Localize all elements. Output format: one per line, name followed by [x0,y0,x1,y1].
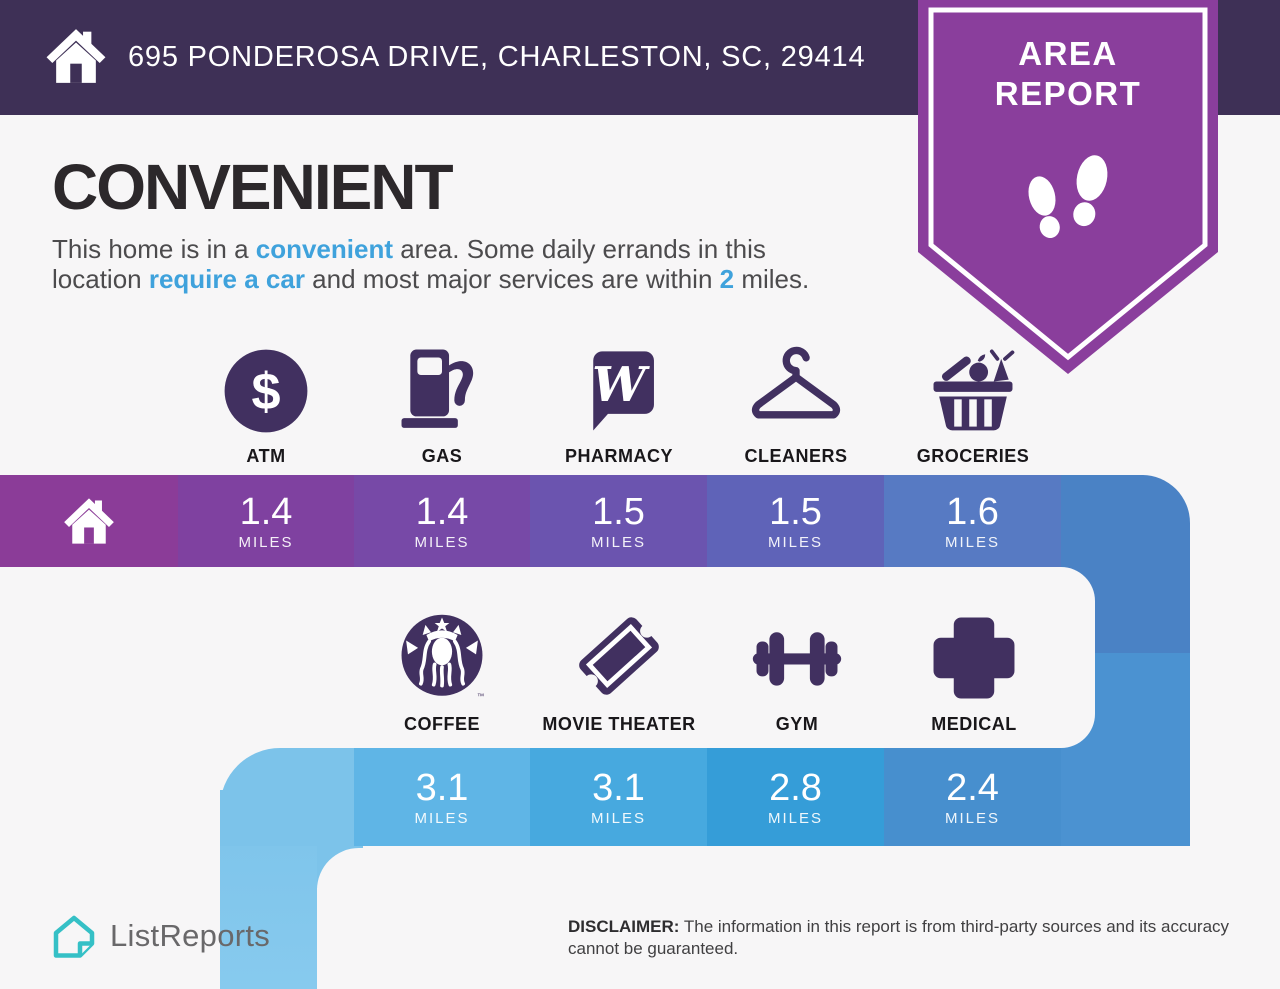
home-segment [0,475,178,567]
amenity-label: GROCERIES [916,446,1030,466]
listreports-logo-icon [50,912,98,960]
amenity-label: MEDICAL [931,714,1017,734]
amenity-label: MOVIE THEATER [542,714,696,734]
home-icon [44,24,108,88]
distance-segment-medical [884,748,1061,846]
amenity-label: GAS [421,446,463,466]
amenity-medical [874,608,1074,735]
svg-text:$: $ [251,363,281,421]
distance-segment-movie-theater [530,748,707,846]
amenity-pharmacy [519,340,719,467]
gas-pump-icon [398,344,486,436]
path-right-turn [1061,748,1190,846]
distance-segment-coffee [354,748,530,846]
distance-segment-gym [707,748,884,846]
distance-unit: MILES [414,809,470,827]
home-icon [62,494,116,548]
distance-value: 1.6 [946,490,999,533]
description-text [52,234,809,294]
badge-line2: REPORT [994,75,1142,112]
svg-text:™: ™ [476,691,485,701]
distance-segment-gas [354,475,530,567]
distance-unit: MILES [414,533,470,551]
amenity-label: CLEANERS [744,446,848,466]
medical-cross-icon [928,612,1020,704]
description-line2: location require a car and most major services are within 2 miles. [52,264,810,294]
distance-unit: MILES [767,809,823,827]
property-address: 695 PONDEROSA DRIVE, CHARLESTON, SC, 29414 [128,41,866,73]
path-left-turn [220,748,354,846]
distance-value: 1.5 [769,490,822,533]
atm-icon [221,346,311,436]
distance-value: 2.4 [946,766,999,809]
disclaimer-text: DISCLAIMER: The information in this report is from third-party sources and its accuracy cannot be guaranteed. [568,917,1230,958]
amenity-coffee [342,608,542,735]
amenity-atm [166,340,366,467]
distance-bar-top [0,475,1280,567]
distance-unit: MILES [238,533,294,551]
amenity-label: GYM [775,714,819,734]
area-report-badge [918,0,1218,380]
distance-segment-cleaners [707,475,884,567]
distance-unit: MILES [944,533,1000,551]
distance-segment-atm [178,475,354,567]
walgreens-pharmacy-icon [573,344,665,436]
distance-value: 1.4 [239,490,293,533]
distance-value: 2.8 [769,766,822,809]
page-title: CONVENIENT [52,151,452,223]
distance-segment-pharmacy [530,475,707,567]
starbucks-coffee-icon [396,612,488,704]
hanger-icon [746,344,846,436]
listreports-logo [50,912,270,960]
amenity-gas [342,340,542,467]
distance-segment-groceries [884,475,1061,567]
highlight-convenient: convenient [255,234,393,264]
amenity-label: PHARMACY [564,446,673,466]
distance-value: 1.4 [415,490,469,533]
amenity-gym [697,608,897,735]
amenity-label: ATM [246,446,286,466]
brand-name: ListReports [110,918,271,953]
svg-text:W: W [592,357,646,414]
amenity-label: COFFEE [403,714,480,734]
distance-unit: MILES [590,809,646,827]
distance-value: 1.5 [592,490,645,533]
badge-line1: AREA [1018,35,1118,72]
amenity-movie-theater [519,608,719,735]
highlight-2: 2 [719,264,735,294]
distance-unit: MILES [944,809,1000,827]
distance-unit: MILES [767,533,823,551]
badge-title [918,34,1218,114]
ticket-icon [571,608,667,704]
highlight-require-a-car: require a car [148,264,305,294]
disclaimer-label: DISCLAIMER: [568,917,680,936]
distance-bar-bottom [0,748,1280,846]
dumbbell-icon [747,612,847,704]
distance-value: 3.1 [415,766,469,809]
distance-value: 3.1 [592,766,645,809]
amenity-cleaners [696,340,896,467]
distance-unit: MILES [590,533,646,551]
description-line1: This home is in a convenient area. Some daily errands in this [52,234,766,264]
